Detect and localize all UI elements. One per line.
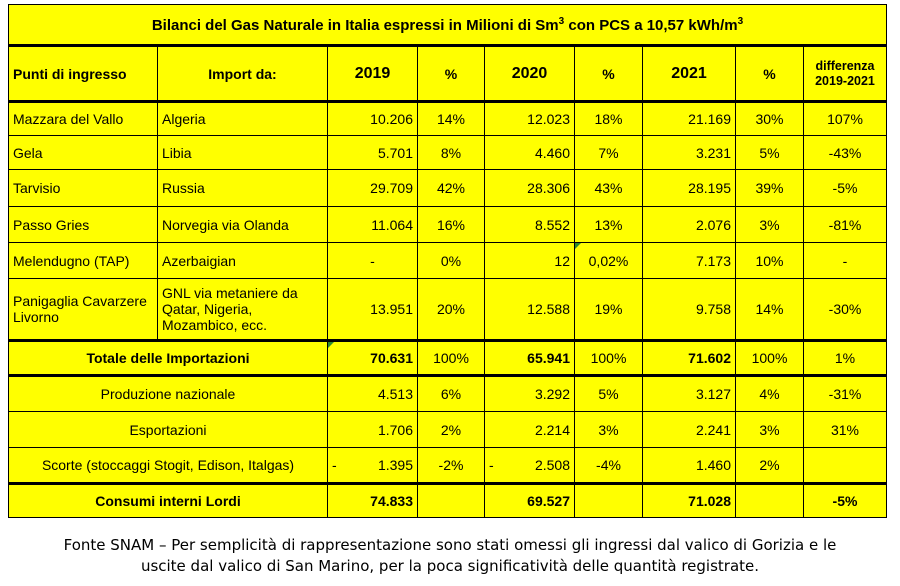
pct-2020: 19% [575, 279, 643, 341]
pct-2021: 14% [736, 279, 804, 341]
source-footnote [0, 535, 900, 577]
pct-2019: 0% [418, 243, 485, 279]
import-origin: Azerbaigian [158, 243, 328, 279]
entry-point: Gela [9, 136, 158, 170]
pct-2021: 2% [736, 448, 804, 484]
table-row [9, 279, 887, 341]
pct-2019: 100% [418, 341, 485, 376]
import-origin: Libia [158, 136, 328, 170]
pct-2019: 6% [418, 376, 485, 412]
value-2020: 12 [485, 243, 575, 279]
table-row [9, 170, 887, 207]
value-2020: 65.941 [485, 341, 575, 376]
value-2020: 69.527 [485, 484, 575, 518]
value-2021: 28.195 [643, 170, 736, 207]
pct-2021: 30% [736, 102, 804, 136]
pct-2021: 5% [736, 136, 804, 170]
value-2020: 12.023 [485, 102, 575, 136]
row-label: Consumi interni Lordi [9, 484, 328, 518]
value-2020: 4.460 [485, 136, 575, 170]
table-row [9, 207, 887, 243]
value-2019: 13.951 [328, 279, 418, 341]
header-difference: differenza 2019-2021 [804, 46, 887, 102]
pct-2019 [418, 484, 485, 518]
difference: -43% [804, 136, 887, 170]
header-row [9, 46, 887, 102]
pct-2020: 43% [575, 170, 643, 207]
import-origin: GNL via metaniere da Qatar, Nigeria, Mozambico, ecc. [158, 279, 328, 341]
value-2020: 8.552 [485, 207, 575, 243]
pct-2019: 20% [418, 279, 485, 341]
production-row [9, 376, 887, 412]
row-label: Produzione nazionale [9, 376, 328, 412]
value-2019: - 1.395 [328, 448, 418, 484]
total-imports-row [9, 341, 887, 376]
footnote-line-1: Fonte SNAM – Per semplicità di rappresentazione sono stati omessi gli ingressi dal valico di Gorizia e le [63, 536, 837, 554]
value-2019: 1.706 [328, 412, 418, 448]
import-origin: Russia [158, 170, 328, 207]
pct-2020: 7% [575, 136, 643, 170]
header-pct-2020: % [575, 46, 643, 102]
header-2019: 2019 [328, 46, 418, 102]
difference: -30% [804, 279, 887, 341]
value-2020: 28.306 [485, 170, 575, 207]
row-label: Esportazioni [9, 412, 328, 448]
difference: 31% [804, 412, 887, 448]
entry-point: Tarvisio [9, 170, 158, 207]
pct-2020: 3% [575, 412, 643, 448]
difference: -31% [804, 376, 887, 412]
value-2019: 5.701 [328, 136, 418, 170]
import-origin: Norvegia via Olanda [158, 207, 328, 243]
value-2019: 10.206 [328, 102, 418, 136]
stocks-row [9, 448, 887, 484]
pct-2019: 42% [418, 170, 485, 207]
pct-2020 [575, 484, 643, 518]
footnote-line-2: uscite dal valico di San Marino, per la poca significatività delle quantità registrate. [140, 557, 760, 575]
entry-point: Melendugno (TAP) [9, 243, 158, 279]
table-row [9, 243, 887, 279]
pct-2020: 13% [575, 207, 643, 243]
entry-point: Passo Gries [9, 207, 158, 243]
value-2021: 21.169 [643, 102, 736, 136]
pct-2019: 2% [418, 412, 485, 448]
value-2021: 3.231 [643, 136, 736, 170]
value-2021: 71.602 [643, 341, 736, 376]
difference: 1% [804, 341, 887, 376]
pct-2020: -4% [575, 448, 643, 484]
pct-2021: 3% [736, 412, 804, 448]
value-2019: 74.833 [328, 484, 418, 518]
pct-2019: -2% [418, 448, 485, 484]
entry-point: Panigaglia Cavarzere Livorno [9, 279, 158, 341]
value-2021: 7.173 [643, 243, 736, 279]
header-2021: 2021 [643, 46, 736, 102]
table-row [9, 136, 887, 170]
value-2021: 1.460 [643, 448, 736, 484]
value-2021: 9.758 [643, 279, 736, 341]
difference: 107% [804, 102, 887, 136]
pct-2020: 0,02% [575, 243, 643, 279]
difference: -81% [804, 207, 887, 243]
difference: - [804, 243, 887, 279]
value-2019: 70.631 [328, 341, 418, 376]
entry-point: Mazzara del Vallo [9, 102, 158, 136]
pct-2021: 100% [736, 341, 804, 376]
difference: -5% [804, 484, 887, 518]
pct-2019: 8% [418, 136, 485, 170]
value-2021: 2.076 [643, 207, 736, 243]
pct-2020: 18% [575, 102, 643, 136]
row-label: Scorte (stoccaggi Stogit, Edison, Italgas) [9, 448, 328, 484]
value-2021: 3.127 [643, 376, 736, 412]
difference: -5% [804, 170, 887, 207]
import-origin: Algeria [158, 102, 328, 136]
value-2019: 4.513 [328, 376, 418, 412]
header-2020: 2020 [485, 46, 575, 102]
value-2021: 2.241 [643, 412, 736, 448]
header-pct-2019: % [418, 46, 485, 102]
value-2019: 29.709 [328, 170, 418, 207]
value-2020: 12.588 [485, 279, 575, 341]
table-title: Bilanci del Gas Naturale in Italia espressi in Milioni di Sm$^3$ con PCS a 10,57 kWh/$m^3$ [9, 5, 887, 46]
value-2020: 3.292 [485, 376, 575, 412]
value-2020: 2.214 [485, 412, 575, 448]
difference [804, 448, 887, 484]
pct-2020: 5% [575, 376, 643, 412]
value-2019: 11.064 [328, 207, 418, 243]
row-label: Totale delle Importazioni [9, 341, 328, 376]
value-2021: 71.028 [643, 484, 736, 518]
exports-row [9, 412, 887, 448]
consumption-row [9, 484, 887, 518]
pct-2021: 3% [736, 207, 804, 243]
value-2019: - [328, 243, 418, 279]
table-row [9, 102, 887, 136]
pct-2021: 4% [736, 376, 804, 412]
pct-2021 [736, 484, 804, 518]
header-pct-2021: % [736, 46, 804, 102]
value-2020: - 2.508 [485, 448, 575, 484]
header-import: Import da: [158, 46, 328, 102]
pct-2019: 16% [418, 207, 485, 243]
pct-2019: 14% [418, 102, 485, 136]
pct-2021: 10% [736, 243, 804, 279]
gas-balance-table [8, 4, 887, 518]
pct-2021: 39% [736, 170, 804, 207]
header-entry: Punti di ingresso [9, 46, 158, 102]
pct-2020: 100% [575, 341, 643, 376]
